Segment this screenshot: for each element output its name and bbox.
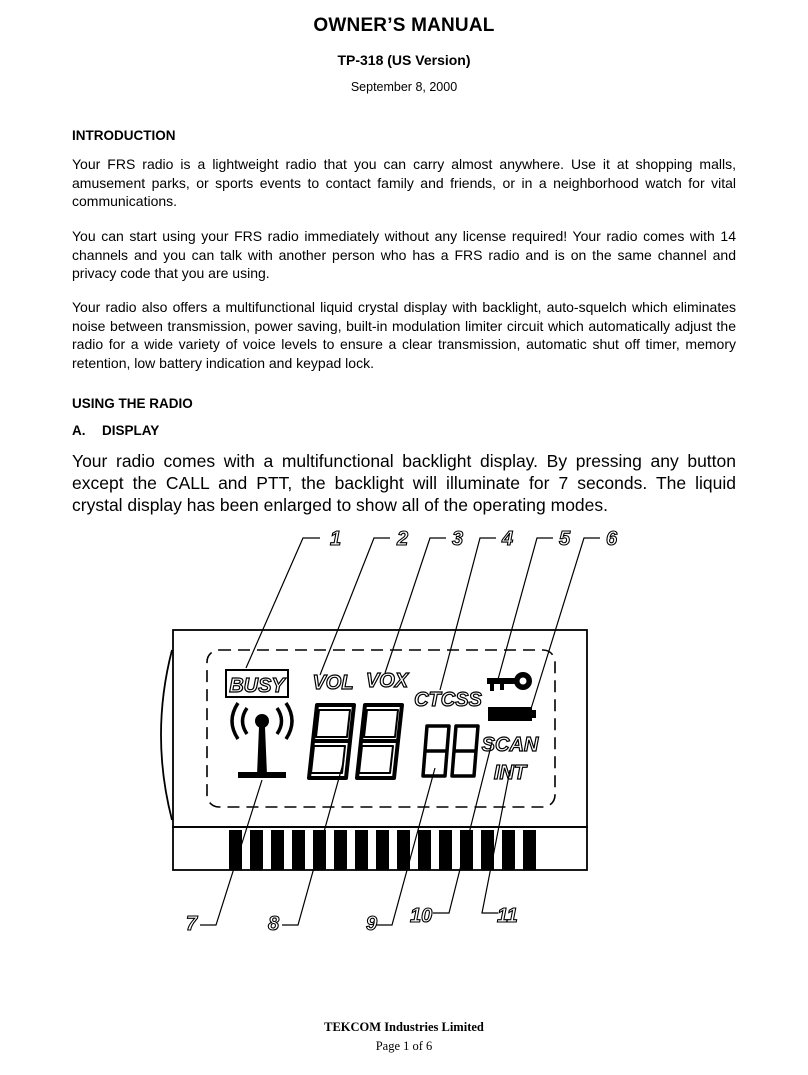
intro-paragraph-3: Your radio also offers a multifunctional liquid crystal display with backlight, auto-squelch which eliminates noise between transmission, power saving, built-in modulation limiter circuit which automatically adjust the radio for a wide variety of voice levels to ensure a clear transmission, automatic shut off timer, memory retention, low battery indication and keypad lock. — [72, 299, 736, 371]
busy-indicator: BUSY — [229, 675, 285, 697]
signal-bar-graph — [229, 830, 536, 870]
subsection-letter: A. — [72, 423, 86, 438]
key-lock-icon — [487, 672, 532, 691]
vox-indicator: VOX — [365, 670, 409, 692]
transmit-tower-icon — [232, 703, 292, 778]
channel-digits — [309, 705, 402, 778]
callout-2: 2 — [397, 528, 409, 550]
scan-indicator: SCAN — [481, 734, 539, 756]
lcd-housing — [173, 630, 587, 827]
int-indicator: INT — [493, 762, 527, 784]
callout-11: 11 — [497, 905, 518, 927]
callout-6: 6 — [606, 528, 618, 550]
callout-3: 3 — [452, 528, 464, 550]
callout-1: 1 — [330, 528, 342, 550]
callout-8: 8 — [268, 913, 280, 935]
using-radio-heading: USING THE RADIO — [72, 396, 193, 411]
introduction-heading: INTRODUCTION — [72, 128, 176, 143]
callout-7: 7 — [186, 913, 198, 935]
battery-bar-icon — [488, 707, 532, 721]
callout-10: 10 — [410, 905, 433, 927]
model-subtitle: TP-318 (US Version) — [337, 52, 471, 68]
display-paragraph: Your radio comes with a multifunctional backlight display. By pressing any button except the CALL and PTT, the backlight will illuminate for 7 seconds. The liquid crystal display has been enlarged to show all of the operating modes. — [72, 451, 736, 515]
subsection-title: DISPLAY — [102, 423, 160, 438]
code-digits — [423, 726, 478, 776]
manual-title: OWNER’S MANUAL — [313, 15, 495, 36]
callout-9: 9 — [366, 913, 378, 935]
battery-tip-icon — [530, 710, 536, 718]
ctcss-indicator: CTCSS — [414, 689, 482, 711]
intro-paragraph-1: Your FRS radio is a lightweight radio that you can carry almost anywhere. Use it at shopping malls, amusement parks, or sports events to contact family and friends, or in a neighborhood watch for vital communications. — [72, 156, 736, 209]
intro-paragraph-2: You can start using your FRS radio immediately without any license required! Your radio comes with 14 channels and you can talk with another person who has a FRS radio and is on the same channel and privacy code that you are using. — [72, 228, 736, 281]
vol-indicator: VOL — [312, 672, 354, 694]
footer-company: TEKCOM Industries Limited — [324, 1020, 484, 1034]
callout-5: 5 — [559, 528, 571, 550]
manual-date: September 8, 2000 — [350, 80, 458, 94]
footer-page-number: Page 1 of 6 — [375, 1039, 433, 1053]
housing-curve — [161, 650, 172, 820]
callout-4: 4 — [502, 528, 514, 550]
